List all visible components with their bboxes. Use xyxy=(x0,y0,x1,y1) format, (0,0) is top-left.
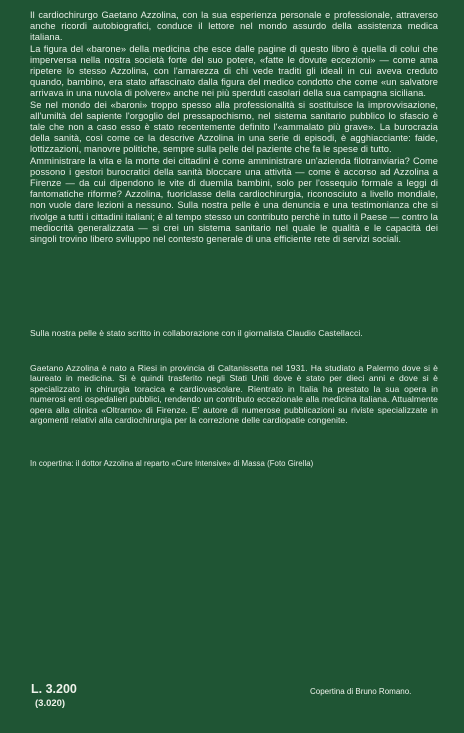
blurb-paragraph-1: Il cardiochirurgo Gaetano Azzolina, con la sua esperienza personale e professionale, attraverso anche ricordi autobiografici, conduce il lettore nel mondo assurdo della assistenza medica italiana. xyxy=(30,10,438,43)
photo-credit: In copertina: il dottor Azzolina al reparto «Cure Intensive» di Massa (Foto Girella) xyxy=(30,459,314,468)
collaboration-credit: Sulla nostra pelle è stato scritto in collaborazione con il giornalista Claudio Castellacci. xyxy=(30,328,363,338)
cover-designer-credit: Copertina di Bruno Romano. xyxy=(310,687,412,696)
blurb-text xyxy=(30,10,438,245)
blurb-paragraph-3: Se nel mondo dei «baroni» troppo spesso alla professionalità si sostituisce la improvvisazione, all'umiltà del sapiente l'orgoglio del pressapochismo, nel sistema sanitario pubblico lo sfascio è tale che non a caso esso è stato recentemente definito l'«ammalato più grave». La burocrazia della sanità, così come ce la descrive Azzolina in una serie di episodi, è agghiacciante: faide, lottizzazioni, manovre politiche, sempre sulla pelle del paziente che fa le spese di tutto. xyxy=(30,99,438,155)
price-alt: (3.020) xyxy=(35,698,66,709)
price: L. 3.200 xyxy=(31,682,77,696)
blurb-paragraph-2: La figura del «barone» della medicina che esce dalle pagine di questo libro è quella di colui che imperversa nella nostra società forte del suo potere, «fatte le dovute eccezioni» — come ama ripetere lo stesso Azzolina, con l'amarezza di chi vede traditi gli ideali in cui aveva creduto quando, bambino, era stato affascinato dalla figura del medico condotto che come «un salvatore arrivava in una nuvola di polvere» anche nei più sperduti casolari della sua campagna siciliana. xyxy=(30,43,438,99)
author-bio: Gaetano Azzolina è nato a Riesi in provincia di Caltanissetta nel 1931. Ha studiato a Palermo dove si è laureato in medicina. Si è quindi trasferito negli Stati Uniti dove è stato per dieci anni e dove si è specializzato in chirurgia toracica e cardiovascolare. Rientrato in Italia ha prestato la sua opera in numerosi enti ospedalieri pubblici, rendendo un contributo eccezionale alla medicina italiana. Attualmente opera alla clinica «Oltrarno» di Firenze. E' autore di numerose pubblicazioni su riviste specializzate in argomenti relativi alla cardiochirurgia per la correzione delle cardiopatie congenite. xyxy=(30,363,438,426)
blurb-paragraph-4: Amministrare la vita e la morte dei cittadini è come amministrare un'azienda filotranviaria? Come possono i gestori burocratici della sanità bloccare una attività — come è accorso ad Azzolina a Firenze — da cui dipendono le vite di duemila bambini, solo per l'ossequio formale a leggi di fantomatiche riforme? Azzolina, fuoriclasse della cardiochirurgia, riconosciuto a livello mondiale, non vuole dare lezioni a nessuno. Sulla nostra pelle è una denuncia e una testimonianza che si rivolge a tutti i cittadini italiani; è al tempo stesso un contributo perchè in tutto il Paese — contro la mediocrità generalizzata — si crei un sistema sanitario nel quale le qualità e le capacità dei singoli trovino libero sviluppo nel contesto generale di una efficiente rete di servizi sociali. xyxy=(30,155,438,245)
